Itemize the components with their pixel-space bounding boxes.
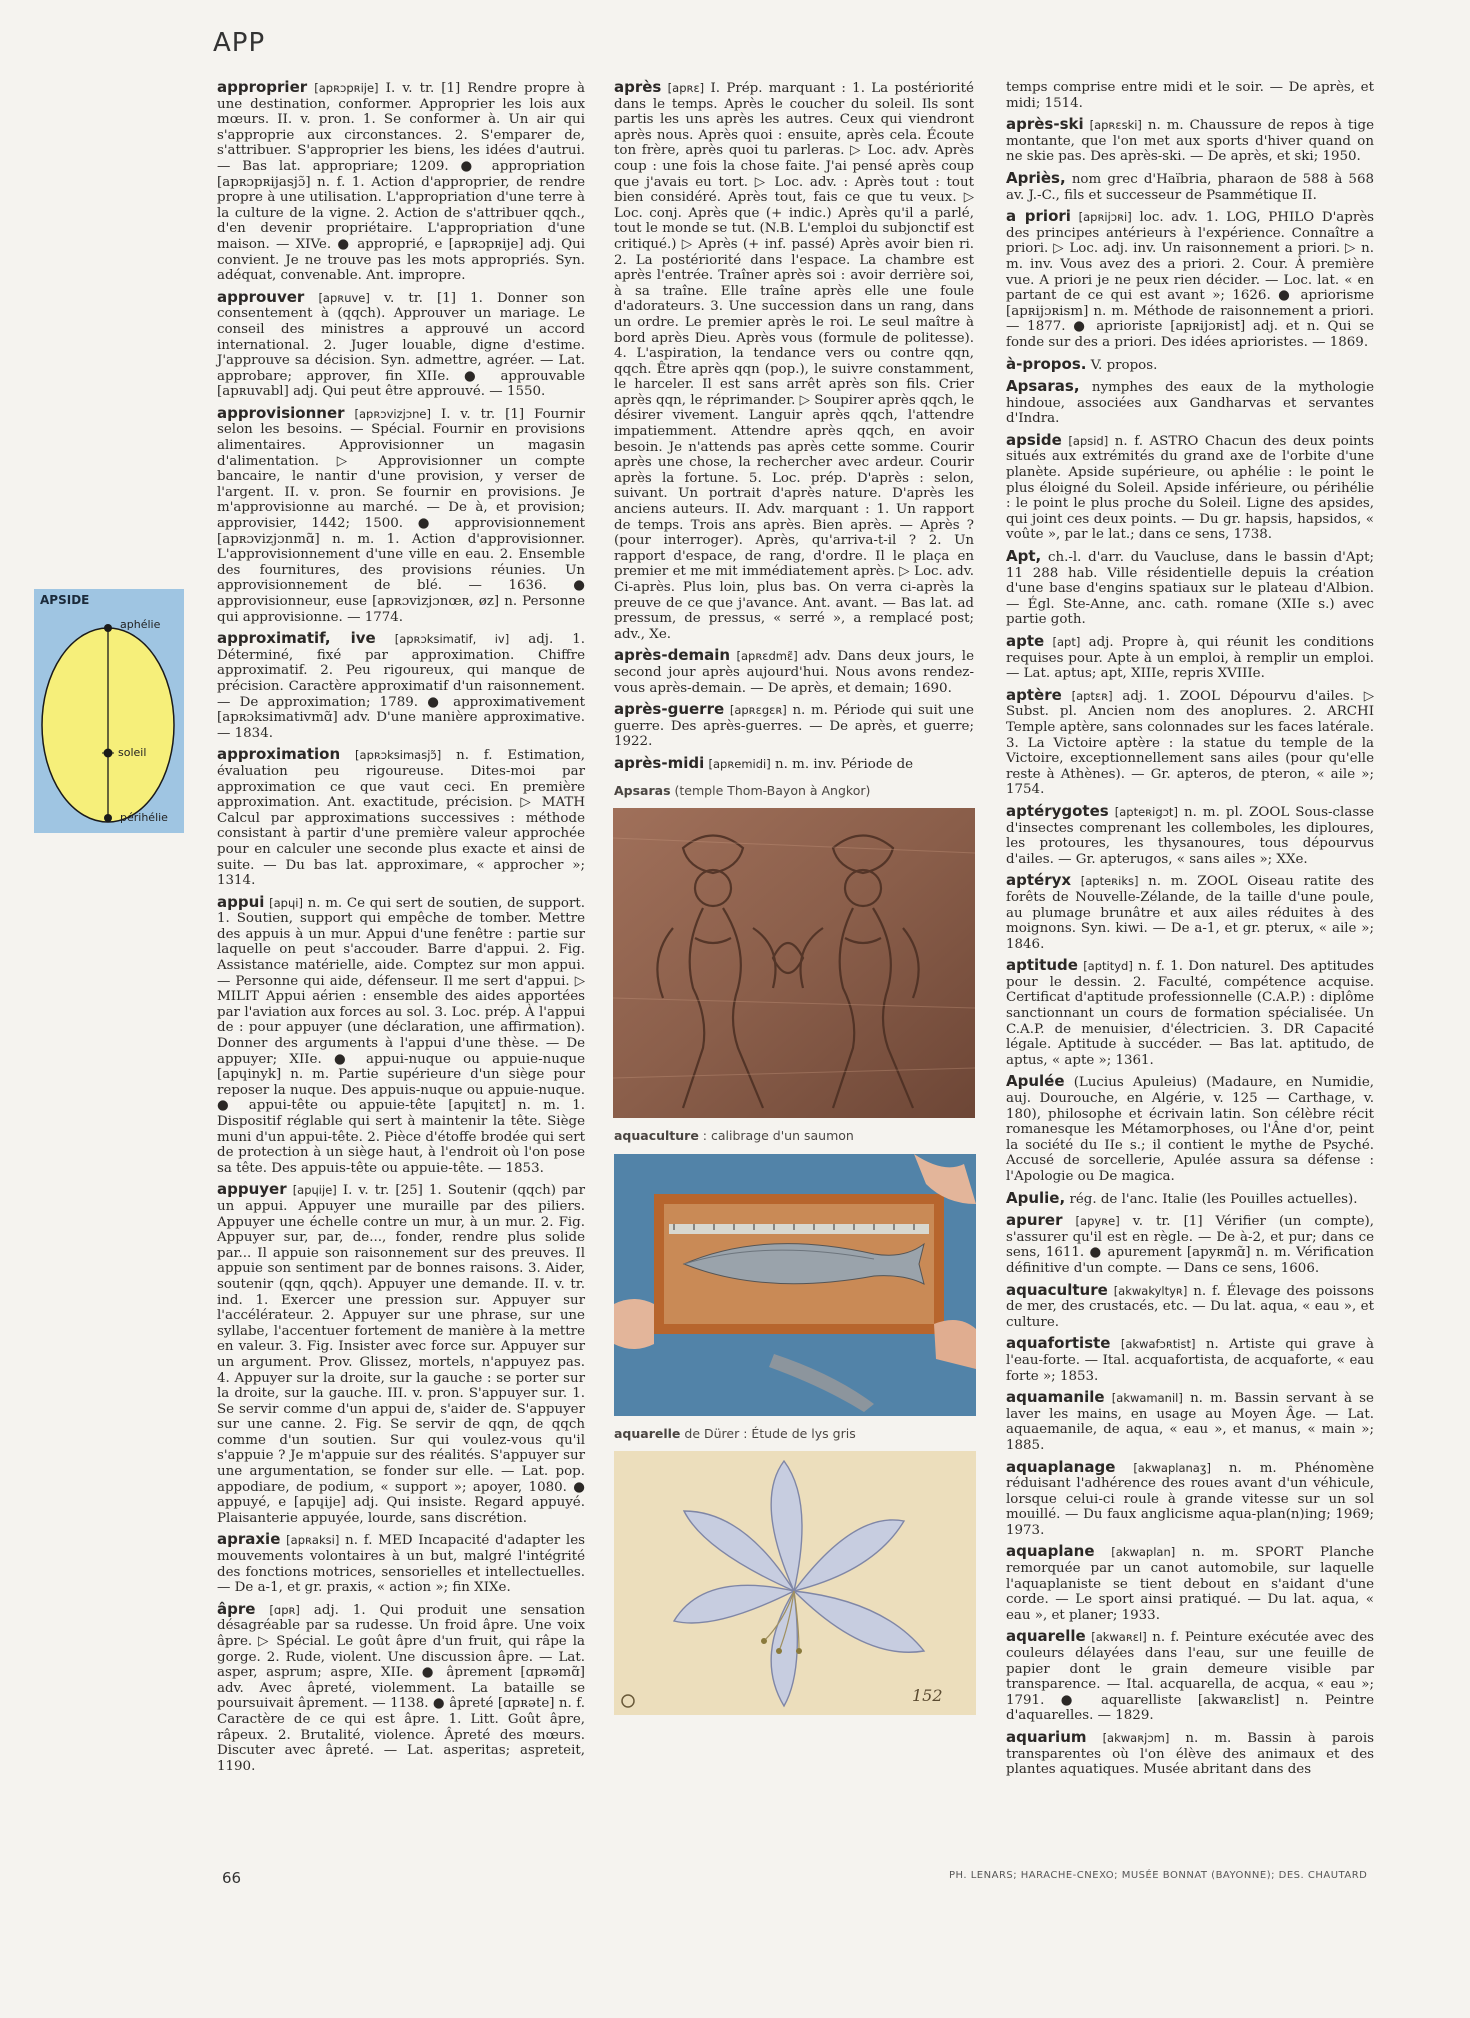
definition-text: n. f. Peinture exécutée avec des couleurs délayées dans l'eau, sur une feuille de papier dont le grain demeure visible par transparence. — Ital. acquarella, de acqua, « eau »; 1791. ● aquarelliste [akwaʀɛlist] n. Peintre d'aquarelles. — 1829. [1006,1630,1374,1724]
dictionary-entry [217,892,586,1177]
pronunciation: [apʀɛdmɛ̃] [736,649,798,664]
dictionary-entry [1006,801,1374,867]
definition-text: v. tr. [1] 1. Donner son consentement à (qqch). Approuver un mariage. Le conseil des ministres a approuvé un accord international. 2. Juger louable, digne d'estime. J'approuve sa décision. Syn. admettre, agréer. — Lat. approbare; approver, fin XIIe. ● approuvable [apʀuvabl] adj. Qui peut être approuvé. — 1550. [217,290,585,400]
headword: après-guerre [614,700,725,719]
pronunciation: [akwaʀjɔm] [1102,1731,1170,1745]
soleil-label: soleil [118,746,147,759]
definition-text: v. tr. [1] Vérifier (un compte), s'assurer qu'il est en règle. — De à-2, et pur; dans ce sens, 1611. ● apurement [apyʀmɑ̃] n. m. Vérification définitive d'un compte. — Dans ce sens, 1606. [1006,1214,1374,1276]
dictionary-entry [1006,685,1374,798]
headword: après-ski [1006,115,1084,134]
aquaculture-caption [614,1128,974,1144]
definition-text: I. Prép. marquant : 1. La postériorité dans le temps. Après le coucher du soleil. Ils sont partis les uns après les autres. Ceux qui viendront après nous. Après quoi : ensuite, après cela. Écoute ton frère, après quoi tu parleras. ▷ Loc. adv. Après coup : une fois la chose faite. J'ai pensé après coup que j'avais eu tort. ▷ Loc. adv. : Après tout : tout bien considéré. Après tout, fais ce que tu veux. ▷ Loc. conj. Après que (+ indic.) Après qu'il a parlé, tout le monde se tut. (N.B. L'emploi du subjonctif est critiqué.) ▷ Après (+ inf. passé) Après avoir bien ri. 2. La postériorité dans l'espace. La chambre est après l'entrée. Traîner après soi : avoir derrière soi, à sa traîne. Elle traîne après elle une foule d'adorateurs. 3. Une succession dans un rang, dans un ordre. Le premier après le roi. Le seul maître à bord après Dieu. Après vous (formule de politesse). 4. L'aspiration, la tendance vers ou contre qqn, qqch. Être après qqn (pop.), le suivre constamment, le harceler. Il est sans arrêt après son fils. Crier après qqn, le réprimander. ▷ Soupirer après qqch, le désirer vivement. Languir après qqch, l'attendre impatiemment. Attendre après qqch, en avoir besoin. Je n'attends pas après cette somme. Courir après une chose, la rechercher avec ardeur. Courir après la fortune. 5. Loc. prép. D'après : selon, suivant. Un portrait d'après nature. D'après les anciens auteurs. II. Adv. marquant : 1. Un rapport de temps. Trois ans après. Bien après. — Après ? (pour interroger). Après, qu'arriva-t-il ? 2. Un rapport d'espace, de rang, d'ordre. Il le plaça en premier et me mit immédiatement après. ▷ Loc. adv. Ci-après. Plus loin, plus bas. On verra ci-après la preuve de ce que j'avance. Ant. avant. — Bas lat. ad pressum, de pressus, « serré », a remplacé post; adv., Xe. [614,81,974,642]
pronunciation: [apʀijɔʀi] [1078,210,1132,225]
definition-text: adj. 1. Déterminé, fixé par approximation. Chiffre approximatif. 2. Peu rigoureux, qui manque de précision. Caractère approximatif d'un raisonnement. — De approximation; 1789. ● approximativement [apʀɔksimativmɑ̃] adv. D'une manière approximative. — 1834. [217,632,586,741]
headword: approximatif, ive [217,629,376,648]
definition-text: loc. adv. 1. LOG, PHILO D'après des principes antérieurs à l'expérience. Connaître a priori. ▷ Loc. adj. inv. Un raisonnement a priori. ▷ n. m. inv. Vous avez des a priori. 2. Cour. À première vue. A priori je ne peux rien décider. — Loc. lat. « en partant de ce qui est avant »; 1626. ● apriorisme [apʀijɔʀism] n. m. Méthode de raisonnement a priori. — 1877. ● aprioriste [apʀijɔʀist] adj. et n. Qui se fonde sur des a priori. Des idées aprioristes. — 1869. [1006,210,1375,350]
pronunciation: [akwakyltyʀ] [1113,1283,1188,1298]
dictionary-entry [1006,1188,1374,1208]
dictionary-entry [217,1599,585,1775]
caption-term: aquaculture [614,1128,699,1144]
pronunciation: [aptityd] [1083,959,1133,974]
definition-text: n. m. SPORT Planche remorquée par un canot automobile, sur laquelle l'aquaplaniste se tient debout en s'aidant d'une corde. — Le sport ainsi pratiqué. — Du lat. aqua, « eau », et planer; 1933. [1006,1545,1374,1623]
pronunciation: [apsid] [1068,433,1109,448]
definition-text: n. m. Phénomène réduisant l'adhérence des roues avant d'un véhicule, lorsque celui-ci roule à grande vitesse sur un sol mouillé. — Du faux anglicisme aqua-plan(n)ing; 1969; 1973. [1006,1460,1375,1538]
aquarelle-caption [614,1426,974,1442]
dictionary-entry [1006,1280,1374,1331]
dictionary-entry [1006,117,1374,165]
orbit-illustration [34,589,184,833]
apsaras-caption [614,783,974,799]
photo-credits: PH. LENARS; HARACHE-CNEXO; MUSÉE BONNAT (BAYONNE); DES. CHAUTARD [949,1870,1368,1881]
pronunciation: [apʀaksi] [286,1533,340,1548]
definition-text: n. m. Bassin servant à se laver les mains, en usage au Moyen Âge. — Lat. aquaemanile, de aqua, « eau », et manus, « main »; 1885. [1006,1391,1374,1453]
headword: âpre [217,1599,256,1618]
definition-text: n. m. Chaussure de repos à tige montante, que l'on met aux sports d'hiver quand on ne skie pas. Des après-ski. — De après, et ski; 1950. [1006,118,1375,165]
headword: appui [217,892,265,911]
headword: a priori [1006,207,1071,226]
headword: Apulée [1006,1072,1065,1091]
pronunciation: [ɑpʀ] [269,1602,300,1617]
dictionary-entry [1006,1457,1375,1539]
definition-text: n. m. ZOOL Oiseau ratite des forêts de Nouvelle-Zélande, de la taille d'une poule, au plumage brunâtre et aux ailes réduites à des moignons. Syn. kiwi. — De a-1, et gr. pterux, « aile »; 1846. [1006,874,1375,952]
headword: aquamanile [1006,1388,1105,1407]
headword: aptère [1006,685,1062,704]
definition-text: (Lucius Apuleius) (Madaure, en Numidie, auj. Dourouche, en Algérie, v. 125 — Carthage, v. 180), philosophe et écrivain latin. Son célèbre récit romanesque les Métamorphoses, ou l'Âne d'or, peint la société du IIe s.; il contient le mythe de Psyché. Accusé de sorcellerie, Apulée assura sa défense : l'Apologie ou De magica. [1006,1075,1374,1184]
definition-text: n. f. ASTRO Chacun des deux points situés aux extrémités du grand axe de l'orbite d'une planète. Apside supérieure, ou aphélie : le point le plus éloigné du Soleil. Apside inférieure, ou périhélie : le point le plus proche du Soleil. Ligne des apsides, qui joint ces deux points. — Du gr. hapsis, hapsidos, « voûte », par le lat.; dans ce sens, 1738. [1006,433,1374,543]
column-3 [1006,80,1374,1784]
dictionary-entry [1006,354,1374,374]
headword: apraxie [217,1530,281,1549]
dictionary-entry [1006,1074,1374,1184]
headword: apurer [1006,1211,1063,1230]
svg-text:152: 152 [912,1686,943,1706]
dictionary-entry [217,403,585,625]
dictionary-entry [1006,379,1374,427]
dictionary-entry [1006,209,1374,350]
definition-text: n. m. Ce qui sert de soutien, de support. 1. Soutien, support qui empêche de tomber. Mettre des appuis à un mur. Appui d'une fenêtre : partie sur laquelle on peut s'accouder. Barre d'appui. 2. Fig. Assistance matérielle, aide. Comptez sur mon appui. — Personne qui aide, défenseur. Il me sert d'appui. ▷ MILIT Appui aérien : ensemble des aides apportées par l'aviation aux forces au sol. 3. Loc. prép. À l'appui de : pour appuyer (une déclaration, une affirmation). Donner des arguments à l'appui d'une thèse. — De appuyer; XIIe. ● appui-nuque ou appuie-nuque [apɥinyk] n. m. Partie supérieure d'un siège pour reposer la nuque. Des appuis-nuque ou appuie-nuque. ● appui-tête ou appuie-tête [apɥitɛt] n. m. 1. Dispositif réglable qui sert à maintenir la tête. Siège muni d'un appui-tête. 2. Pièce d'étoffe brodée qui sert de protection à un siège haut, à l'endroit où l'on pose sa tête. Des appuis-tête ou appuie-tête. — 1853. [217,895,586,1176]
headword: apside [1006,430,1062,449]
definition-text: nom grec d'Haïbria, pharaon de 588 à 568 av. J.-C., fils et successeur de Psammétique II. [1006,171,1374,203]
apside-diagram [34,589,184,833]
definition-text: n. f. MED Incapacité d'adapter les mouvements volontaires à un but, malgré l'intégrité des fonctions motrices, sensorielles et intellectuelles. — De a-1, et gr. praxis, « action »; fin XIXe. [217,1533,585,1596]
pronunciation: [apt] [1052,635,1081,649]
pronunciation: [apɥi] [269,895,303,910]
definition-text: I. v. tr. [25] 1. Soutenir (qqch) par un appui. Appuyer une muraille par des piliers. Appuyer une échelle contre un mur, à un mur. 2. Fig. Appuyer sur, par, de..., fonder, rendre plus solide par... Il appuie son raisonnement sur des preuves. Il appuie son sentiment par de bonnes raisons. 3. Aider, soutenir (qqn, qqch). Appuyer une demande. II. v. tr. ind. 1. Exercer une pression sur. Appuyer sur l'accélérateur. 2. Appuyer sur une phrase, sur une syllabe, l'accentuer fortement de manière à la mettre en valeur. 3. Fig. Insister avec force sur. Appuyer sur un argument. Prov. Glissez, mortels, n'appuyez pas. 4. Appuyer sur la droite, sur la gauche : se porter sur la droite, sur la gauche. III. v. pron. S'appuyer sur. 1. Se servir comme d'un appui de, s'aider de. S'appuyer sur une canne. 2. Fig. Se servir de qqn, de qqch comme d'un soutien. Sur qui voulez-vous qu'il s'appuie ? Je m'appuie sur des réalités. S'appuyer sur une argumentation, se fonder sur elle. — Lat. pop. appodiare, de podium, « support »; apoyer, 1080. ● appuyé, e [apɥije] adj. Qui insiste. Regard appuyé. Plaisanterie appuyée, lourde, sans discrétion. [217,1183,585,1526]
headword: aquarium [1006,1728,1087,1746]
aquaculture-photo [614,1154,976,1416]
headword: Apsaras, [1006,377,1080,396]
caption-term: Apsaras [614,782,671,798]
headword: apte [1006,632,1045,650]
pronunciation: [akwafɔʀtist] [1120,1337,1196,1352]
definition-text: rég. de l'anc. Italie (les Pouilles actuelles). [1069,1191,1358,1207]
column-1 [217,80,585,1780]
pronunciation: [apʀɛ] [667,81,705,95]
caption-text: de Dürer : Étude de lys gris [680,1425,856,1441]
diagram-title: APSIDE [40,593,90,607]
definition-text: V. propos. [1090,357,1158,373]
dictionary-entry [217,1532,585,1595]
dictionary-entry [1006,634,1374,682]
headword: aptérygotes [1006,801,1109,820]
definition-text: I. v. tr. [1] Fournir selon les besoins. — Spécial. Fournir en provisions alimentaires. Approvisionner un magasin d'alimentation. ▷ Approvisionner un compte bancaire, le nantir d'une provision, y verser de l'argent. II. v. pron. Se fournir en provisions. Je m'approvisionne au marché. — De à, et provision; approvisier, 1442; 1500. ● approvisionnement [apʀɔvizjɔnmɑ̃] n. m. 1. Action d'approvisionner. L'approvisionnement d'une ville en eau. 2. Ensemble des fournitures, des provisions réunies. Un approvisionnement de blé. — 1636. ● approvisionneur, euse [apʀɔvizjɔnœʀ, øz] n. Personne qui approvisionne. — 1774. [217,406,585,625]
pronunciation: [apʀɛgɛʀ] [729,703,787,718]
pronunciation: [apyʀe] [1075,1214,1120,1229]
caption-text: (temple Thom-Bayon à Angkor) [670,782,871,798]
dictionary-entry [217,631,585,741]
dictionary-entry [217,747,585,888]
aquarelle-painting [614,1451,976,1715]
dictionary-entry [217,80,585,284]
dictionary-entry [217,1182,585,1526]
headword: aquaplane [1006,1542,1095,1561]
headword: aptéryx [1006,871,1072,890]
pronunciation: [apteʀigɔt] [1114,804,1178,819]
definition-text: adv. Dans deux jours, le second jour après aujourd'hui. Nous avons rendez-vous après-demain. — De après, et demain; 1690. [614,649,975,696]
pronunciation: [akwaplan] [1111,1545,1176,1560]
dictionary-entry [614,648,974,696]
dictionary-entry [1006,958,1374,1068]
pronunciation: [akwaʀɛl] [1091,1630,1147,1645]
pronunciation: [apʀɔvizjɔne] [354,406,431,421]
dictionary-entry [1006,430,1374,543]
definition-text: n. f. Élevage des poissons de mer, des crustacés, etc. — Du lat. aqua, « eau », et culture. [1006,1283,1374,1330]
dictionary-entry [1006,1544,1374,1623]
headword: aquafortiste [1006,1334,1111,1353]
headword: aquaplanage [1006,1457,1116,1476]
caption-term: aquarelle [614,1425,681,1441]
dictionary-entry [1006,1390,1374,1453]
pronunciation: [apʀɔpʀije] [314,81,379,95]
definition-text: I. v. tr. [1] Rendre propre à une destination, conformer. Approprier les lois aux mœurs. II. v. pron. 1. Se conformer à. Un air qui s'approprie aux circonstances. 2. S'emparer de, s'attribuer. S'approprier les biens, les idées d'autrui. — Bas lat. appropriare; 1209. ● appropriation [apʀɔpʀijasjɔ̃] n. f. 1. Action d'approprier, de rendre propre à une utilisation. L'appropriation d'une terre à la culture de la vigne. 2. Action de s'attribuer qqch., d'en devenir propriétaire. L'appropriation d'une maison. — XIVe. ● approprié, e [apʀɔpʀije] adj. Qui convient. Je ne trouve pas les mots appropriés. Syn. adéquat, convenable. Ant. impropre. [217,81,586,284]
headword: après-demain [614,646,731,665]
definition-text: n. m. Bassin à parois transparentes où l'on élève des animaux et des plantes aquatiques. Musée abritant dans des [1006,1731,1375,1778]
perihelie-label: périhélie [120,811,168,824]
pronunciation: [akwamanil] [1111,1391,1183,1406]
pronunciation: [apɥije] [292,1183,337,1198]
dictionary-entry [1006,168,1374,203]
headword: aptitude [1006,956,1078,975]
pronunciation: [apteʀiks] [1080,874,1139,889]
caption-text: : calibrage d'un saumon [698,1128,854,1144]
dictionary-entry [1006,1336,1374,1384]
dictionary-entry [614,702,974,750]
headword: aquarelle [1006,1627,1086,1646]
definition-text: n. f. 1. Don naturel. Des aptitudes pour le dessin. 2. Faculté, compétence acquise. Certificat d'aptitude professionnelle (C.A.P.) : diplôme sanctionnant un cours de formation spécialisée. Un C.A.P. de menuisier, d'électricien. 3. DR Capacité légale. Aptitude à succéder. — Bas lat. aptitudo, de aptus, « apte »; 1361. [1006,959,1374,1068]
pronunciation: [apʀemidi] [708,756,771,771]
column-2 [614,80,974,1715]
headword: approuver [217,287,305,306]
headword: approximation [217,745,341,764]
headword: après-midi [614,753,705,772]
dictionary-entry [217,287,585,400]
apsaras-photo [613,808,975,1118]
dictionary-entry [1006,1730,1374,1778]
headword: Apriès, [1006,168,1066,187]
definition-text: n. m. Période qui suit une guerre. Des après-guerres. — De après, et guerre; 1922. [614,703,974,750]
definition-text: n. m. pl. ZOOL Sous-classe d'insectes comprenant les collemboles, les diploures, les protoures, les thysanoures, tous dépourvus d'ailes. — Gr. apterugos, « sans ailes »; XXe. [1006,804,1374,867]
headword: approvisionner [217,403,345,422]
pronunciation: [apʀɛski] [1089,118,1142,133]
definition-text: n. Artiste qui grave à l'eau-forte. — Ital. acquafortista, de acquaforte, « eau forte »; 1853. [1006,1337,1374,1384]
dictionary-entry [1006,873,1374,952]
definition-text: adj. Propre à, qui réunit les conditions requises pour. Apte à un emploi, à remplir un emploi. — Lat. aptus; apt, XIIIe, repris XVIIIe. [1006,635,1374,682]
headword: Apt, [1006,547,1042,566]
pronunciation: [akwaplanaʒ] [1133,1460,1211,1475]
dictionary-entry [614,80,974,642]
page-number: 66 [222,1869,242,1887]
definition-text: nymphes des eaux de la mythologie hindoue, associées aux Gandharvas et servantes d'Indra. [1006,380,1374,427]
dictionary-entry [1006,549,1374,628]
dictionary-entry [614,753,974,773]
definition-text: n. f. Estimation, évaluation peu rigoureuse. Dites-moi par approximation ce que vaut ceci. En première approximation. Ant. exactitude, précision. ▷ MATH Calcul par approximations successives : méthode consistant à partir d'une première valeur approchée pour en calculer une seconde plus exacte et ainsi de suite. — Du bas lat. approximare, « approcher »; 1314. [217,748,585,889]
page-header: APP [213,28,266,58]
definition-text: n. m. inv. Période de [775,756,914,772]
headword: approprier [217,78,308,96]
pronunciation: [apʀɔksimasjɔ̃] [355,748,442,763]
dictionary-entry [1006,80,1374,111]
headword: après [614,78,662,96]
pronunciation: [apʀuve] [318,290,370,305]
aphelie-label: aphélie [120,618,161,631]
headword: à-propos. [1006,354,1087,373]
headword: appuyer [217,1180,287,1199]
dictionary-entry [1006,1629,1374,1724]
headword: Apulie, [1006,1188,1066,1207]
definition-text: ch.-l. d'arr. du Vaucluse, dans le bassin d'Apt; 11 288 hab. Ville résidentielle depuis la création d'une base d'engins spatiaux sur le plateau d'Albion. — Égl. Ste-Anne, anc. cath. romane (XIIe s.) avec partie goth. [1006,550,1374,628]
pronunciation: [aptɛʀ] [1071,688,1113,703]
definition-text: adj. 1. Qui produit une sensation désagréable par sa rudesse. Un froid âpre. Une voix âpre. ▷ Spécial. Le goût âpre d'un fruit, qui râpe la gorge. 2. Rude, violent. Une discussion âpre. — Lat. asper, asprum; aspre, XIIe. ● âprement [ɑpʀəmɑ̃] adv. Avec âpreté, violemment. La bataille se poursuivait âprement. — 1138. ● âpreté [ɑpʀəte] n. f. Caractère de ce qui est âpre. 1. Litt. Goût âpre, râpeux. 2. Brutalité, violence. Âpreté des mœurs. Discuter avec âpreté. — Lat. asperitas; aspreteit, 1190. [217,1602,585,1774]
headword: aquaculture [1006,1280,1108,1299]
definition-text: adj. 1. ZOOL Dépourvu d'ailes. ▷ Subst. pl. Ancien nom des anoplures. 2. ARCHI Temple aptère, sans colonnades sur les faces latérale. 3. La Victoire aptère : la statue du temple de la Victoire, exceptionnellement sans ailes (pour qu'elle reste à Athènes). — Gr. apteros, de pteron, « aile »; 1754. [1006,688,1374,798]
definition-text: temps comprise entre midi et le soir. — De après, et midi; 1514. [1006,80,1374,111]
pronunciation: [apʀɔksimatif, iv] [394,632,510,647]
dictionary-entry [1006,1213,1374,1276]
